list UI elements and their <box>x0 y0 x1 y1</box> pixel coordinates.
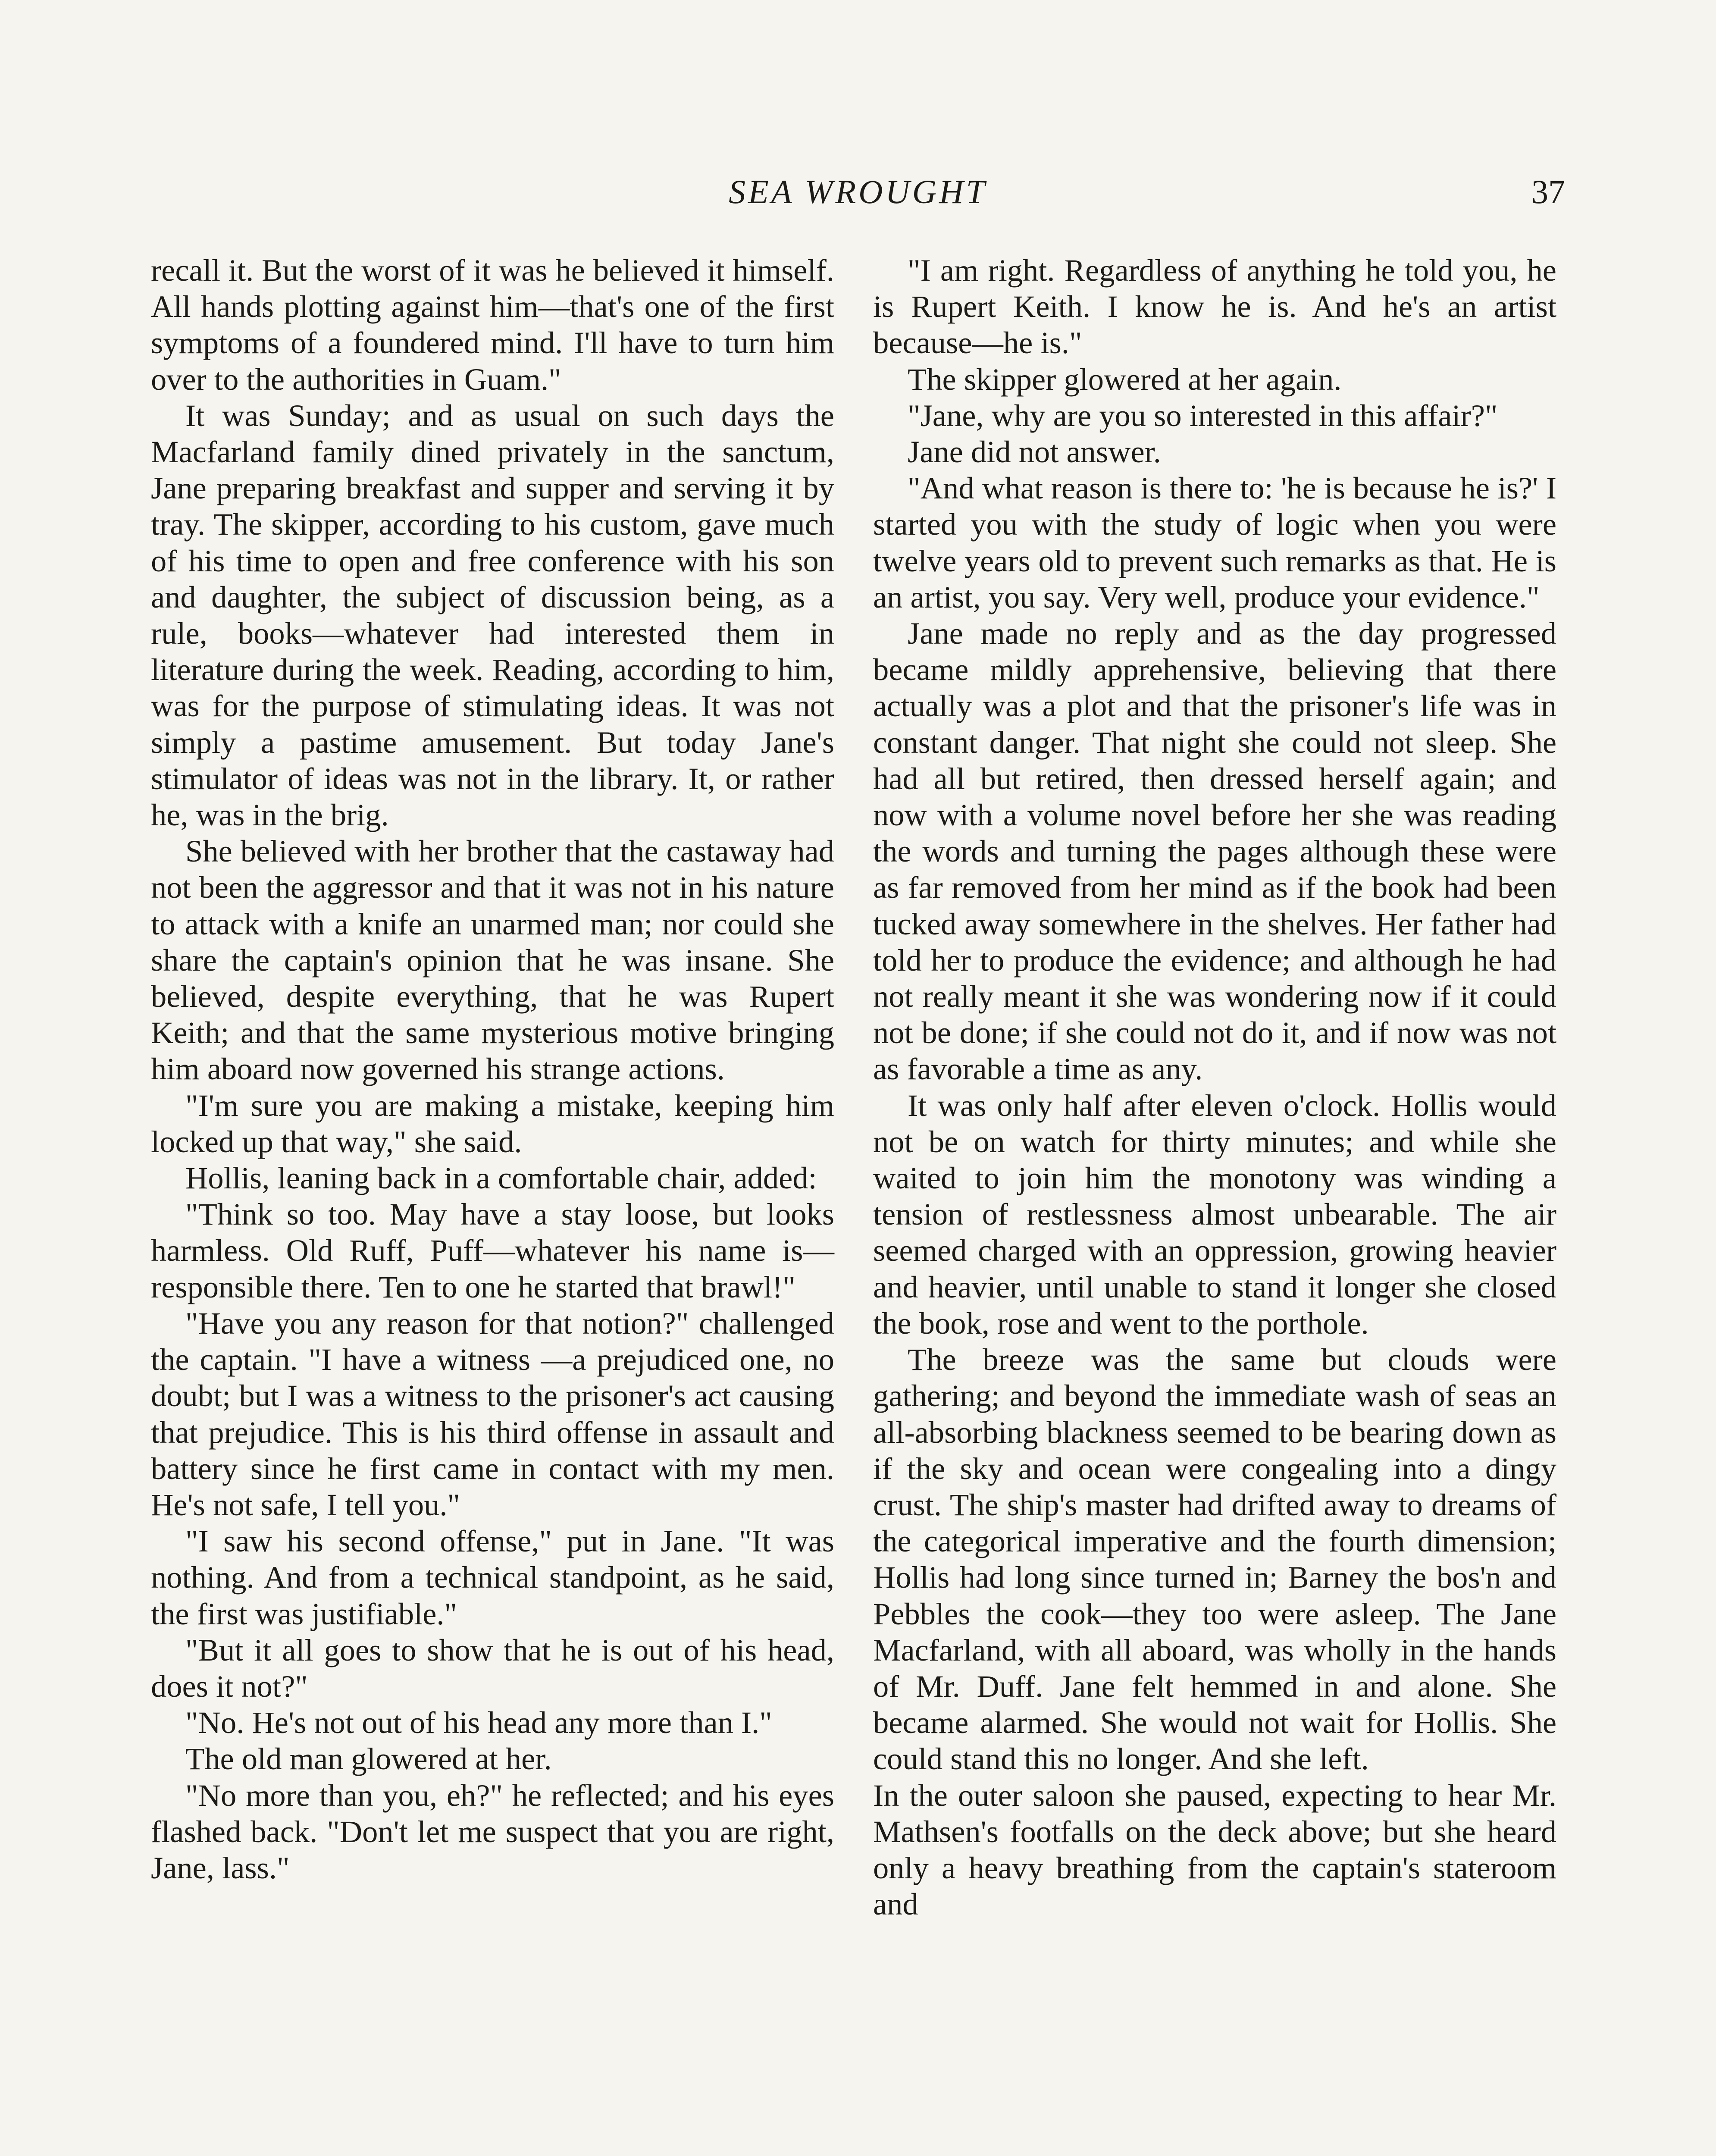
right-column <box>873 252 1556 1922</box>
paragraph: Jane made no reply and as the day progressed became mildly apprehensive, believing that there actually was a plot and that the prisoner's life was in constant danger. That night she could not sleep. She had all but retired, then dressed herself again; and now with a volume novel before her she was reading the words and turning the pages although these were as far removed from her mind as if the book had been tucked away somewhere in the shelves. Her father had told her to produce the evidence; and although he had not really meant it she was wondering now if it could not be done; if she could not do it, and if now was not as favorable a time as any. <box>873 616 1556 1087</box>
paragraph: "And what reason is there to: 'he is because he is?' I started you with the study of logic when you were twelve years old to prevent such remarks as that. He is an artist, you say. Very well, produce your evidence." <box>873 470 1556 614</box>
paragraph: It was Sunday; and as usual on such days the Macfarland family dined privately in the sanctum, Jane preparing breakfast and supper and serving it by tray. The skipper, according to his custom, gave much of his time to open and free conference with his son and daughter, the subject of discussion being, as a rule, books—whatever had interested them in literature during the week. Reading, according to him, was for the purpose of stimulating ideas. It was not simply a pastime amusement. But today Jane's stimulator of ideas was not in the library. It, or rather he, was in the brig. <box>151 398 834 833</box>
left-column <box>151 252 834 1886</box>
paragraph: "I'm sure you are making a mistake, keeping him locked up that way," she said. <box>151 1087 834 1159</box>
page-number: 37 <box>1531 173 1565 210</box>
paragraph: "I saw his second offense," put in Jane. "It was nothing. And from a technical standpoint, as he said, the first was justifiable." <box>151 1523 834 1631</box>
paragraph: "I am right. Regardless of anything he told you, he is Rupert Keith. I know he is. And he's an artist because—he is." <box>873 253 1556 360</box>
paragraph: In the outer saloon she paused, expecting to hear Mr. Mathsen's footfalls on the deck above; but she heard only a heavy breathing from the captain's stateroom and <box>873 1777 1556 1922</box>
paragraph: "No more than you, eh?" he reflected; and his eyes flashed back. "Don't let me suspect that you are right, Jane, lass." <box>151 1777 834 1885</box>
paragraph: "Jane, why are you so interested in this affair?" <box>908 398 1498 433</box>
paragraph: The breeze was the same but clouds were gathering; and beyond the immediate wash of seas an all-absorbing blackness seemed to be bearing down as if the sky and ocean were congealing into a dingy crust. The ship's master had drifted away to dreams of the categorical imperative and the fourth dimension; Hollis had long since turned in; Barney the bos'n and Pebbles the cook—they too were asleep. The Jane Macfarland, with all aboard, was wholly in the hands of Mr. Duff. Jane felt hemmed in and alone. She became alarmed. She would not wait for Hollis. She could stand this no longer. And she left. <box>873 1342 1556 1777</box>
paragraph: The skipper glowered at her again. <box>908 361 1342 397</box>
paragraph: Jane did not answer. <box>908 434 1161 470</box>
paragraph: Hollis, leaning back in a comfortable chair, added: <box>185 1160 817 1196</box>
paragraph: She believed with her brother that the castaway had not been the aggressor and that it was not in his nature to attack with a knife an unarmed man; nor could she share the captain's opinion that he was insane. She believed, despite everything, that he was Rupert Keith; and that the same mysterious motive bringing him aboard now governed his strange actions. <box>151 834 834 1087</box>
running-head <box>151 172 1565 220</box>
paragraph: "Think so too. May have a stay loose, but looks harmless. Old Ruff, Puff—whatever his name is—responsible there. Ten to one he started that brawl!" <box>151 1197 834 1304</box>
paragraph: "Have you any reason for that notion?" challenged the captain. "I have a witness —a prejudiced one, no doubt; but I was a witness to the prisoner's act causing that prejudice. This is his third offense in assault and battery since he first came in contact with my men. He's not safe, I tell you." <box>151 1305 834 1522</box>
paragraph: It was only half after eleven o'clock. Hollis would not be on watch for thirty minutes; and while she waited to join him the monotony was winding a tension of restlessness almost unbearable. The air seemed charged with an oppression, growing heavier and heavier, until unable to stand it longer she closed the book, rose and went to the porthole. <box>873 1087 1556 1341</box>
paragraph: The old man glowered at her. <box>185 1741 552 1777</box>
paragraph: "But it all goes to show that he is out of his head, does it not?" <box>151 1632 834 1704</box>
running-title: SEA WROUGHT <box>729 173 987 210</box>
paragraph: "No. He's not out of his head any more than I." <box>185 1705 772 1740</box>
paragraph: recall it. But the worst of it was he believed it himself. All hands plotting against him—that's one of the first symptoms of a foundered mind. I'll have to turn him over to the authorities in Guam." <box>151 253 834 397</box>
